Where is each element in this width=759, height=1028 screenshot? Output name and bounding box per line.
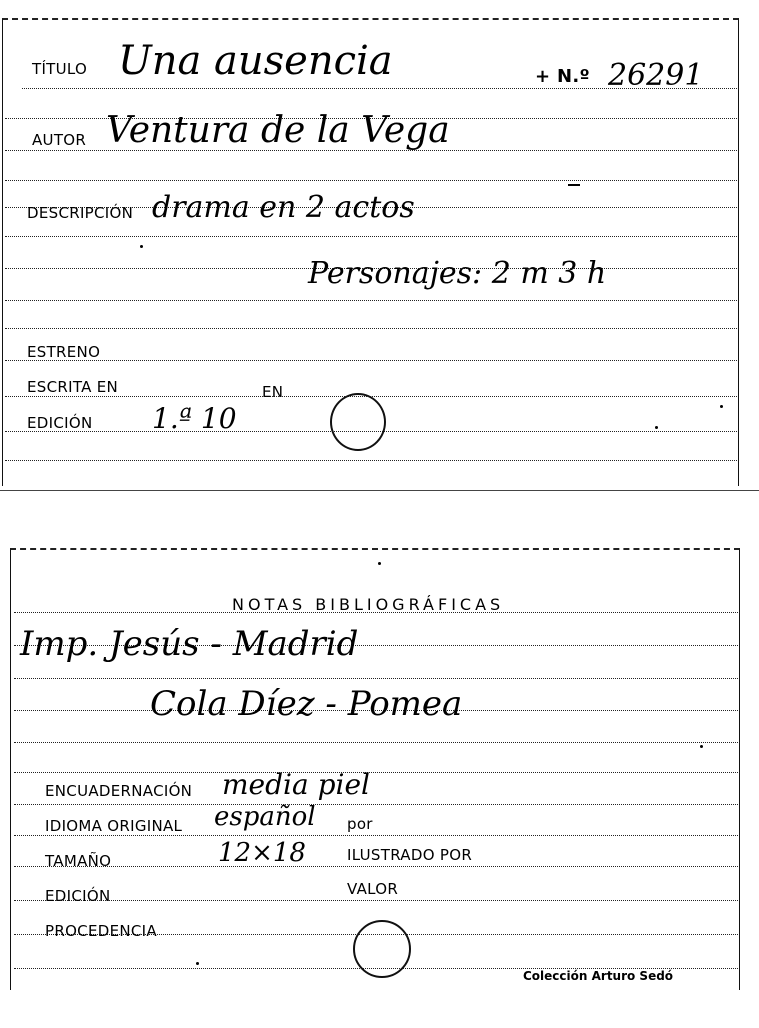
notas-heading: NOTAS BIBLIOGRÁFICAS — [232, 595, 505, 614]
ruled-line — [14, 835, 738, 836]
estreno-label: ESTRENO — [27, 343, 101, 361]
idioma-label: IDIOMA ORIGINAL — [45, 817, 183, 835]
descripcion-value: drama en 2 actos — [152, 190, 415, 225]
ruled-line — [5, 460, 737, 461]
titulo-label: TÍTULO — [32, 60, 88, 78]
ink-dot — [720, 405, 723, 408]
ink-dot — [700, 745, 703, 748]
ink-dot — [140, 245, 143, 248]
procedencia-label: PROCEDENCIA — [45, 922, 157, 940]
numero-label: + N.º — [535, 66, 590, 87]
encuadernacion-value: media piel — [222, 768, 370, 801]
ink-mark — [568, 184, 580, 186]
note-line-2: Cola Díez - Pomea — [150, 684, 463, 724]
edicion-label-bottom: EDICIÓN — [45, 887, 111, 905]
ruled-line — [14, 742, 738, 743]
ruled-line — [5, 300, 737, 301]
autor-label: AUTOR — [32, 131, 87, 149]
descripcion-label: DESCRIPCIÓN — [27, 204, 134, 222]
tamano-label: TAMAÑO — [45, 852, 112, 870]
escrita-en-label: ESCRITA EN — [27, 378, 119, 396]
ruled-line — [5, 236, 737, 237]
titulo-value: Una ausencia — [118, 38, 393, 84]
edicion-label: EDICIÓN — [27, 414, 93, 432]
ruled-line — [14, 804, 738, 805]
punch-hole — [330, 393, 386, 451]
por-label: por — [347, 815, 373, 833]
ilustrado-label: ILUSTRADO POR — [347, 846, 473, 864]
encuadernacion-label: ENCUADERNACIÓN — [45, 782, 193, 800]
ink-dot — [378, 562, 381, 565]
ruled-line — [14, 772, 738, 773]
numero-value: 26291 — [608, 58, 704, 93]
idioma-value: español — [214, 802, 316, 832]
edicion-value: 1.ª 10 — [152, 402, 237, 435]
ink-dot — [655, 426, 658, 429]
en-label: EN — [262, 383, 284, 401]
card-separator — [0, 490, 759, 491]
ruled-line — [5, 328, 737, 329]
valor-label: VALOR — [347, 880, 399, 898]
personajes-value: Personajes: 2 m 3 h — [308, 256, 607, 291]
punch-hole — [353, 920, 411, 978]
autor-value: Ventura de la Vega — [106, 110, 450, 151]
ruled-line — [14, 866, 738, 867]
ruled-line — [14, 900, 738, 901]
ink-dot — [196, 962, 199, 965]
ruled-line — [5, 180, 737, 181]
note-line-1: Imp. Jesús - Madrid — [20, 624, 359, 664]
ruled-line — [14, 678, 738, 679]
tamano-value: 12×18 — [218, 838, 306, 868]
collection-credit: Colección Arturo Sedó — [523, 969, 674, 983]
ruled-line — [5, 360, 737, 361]
